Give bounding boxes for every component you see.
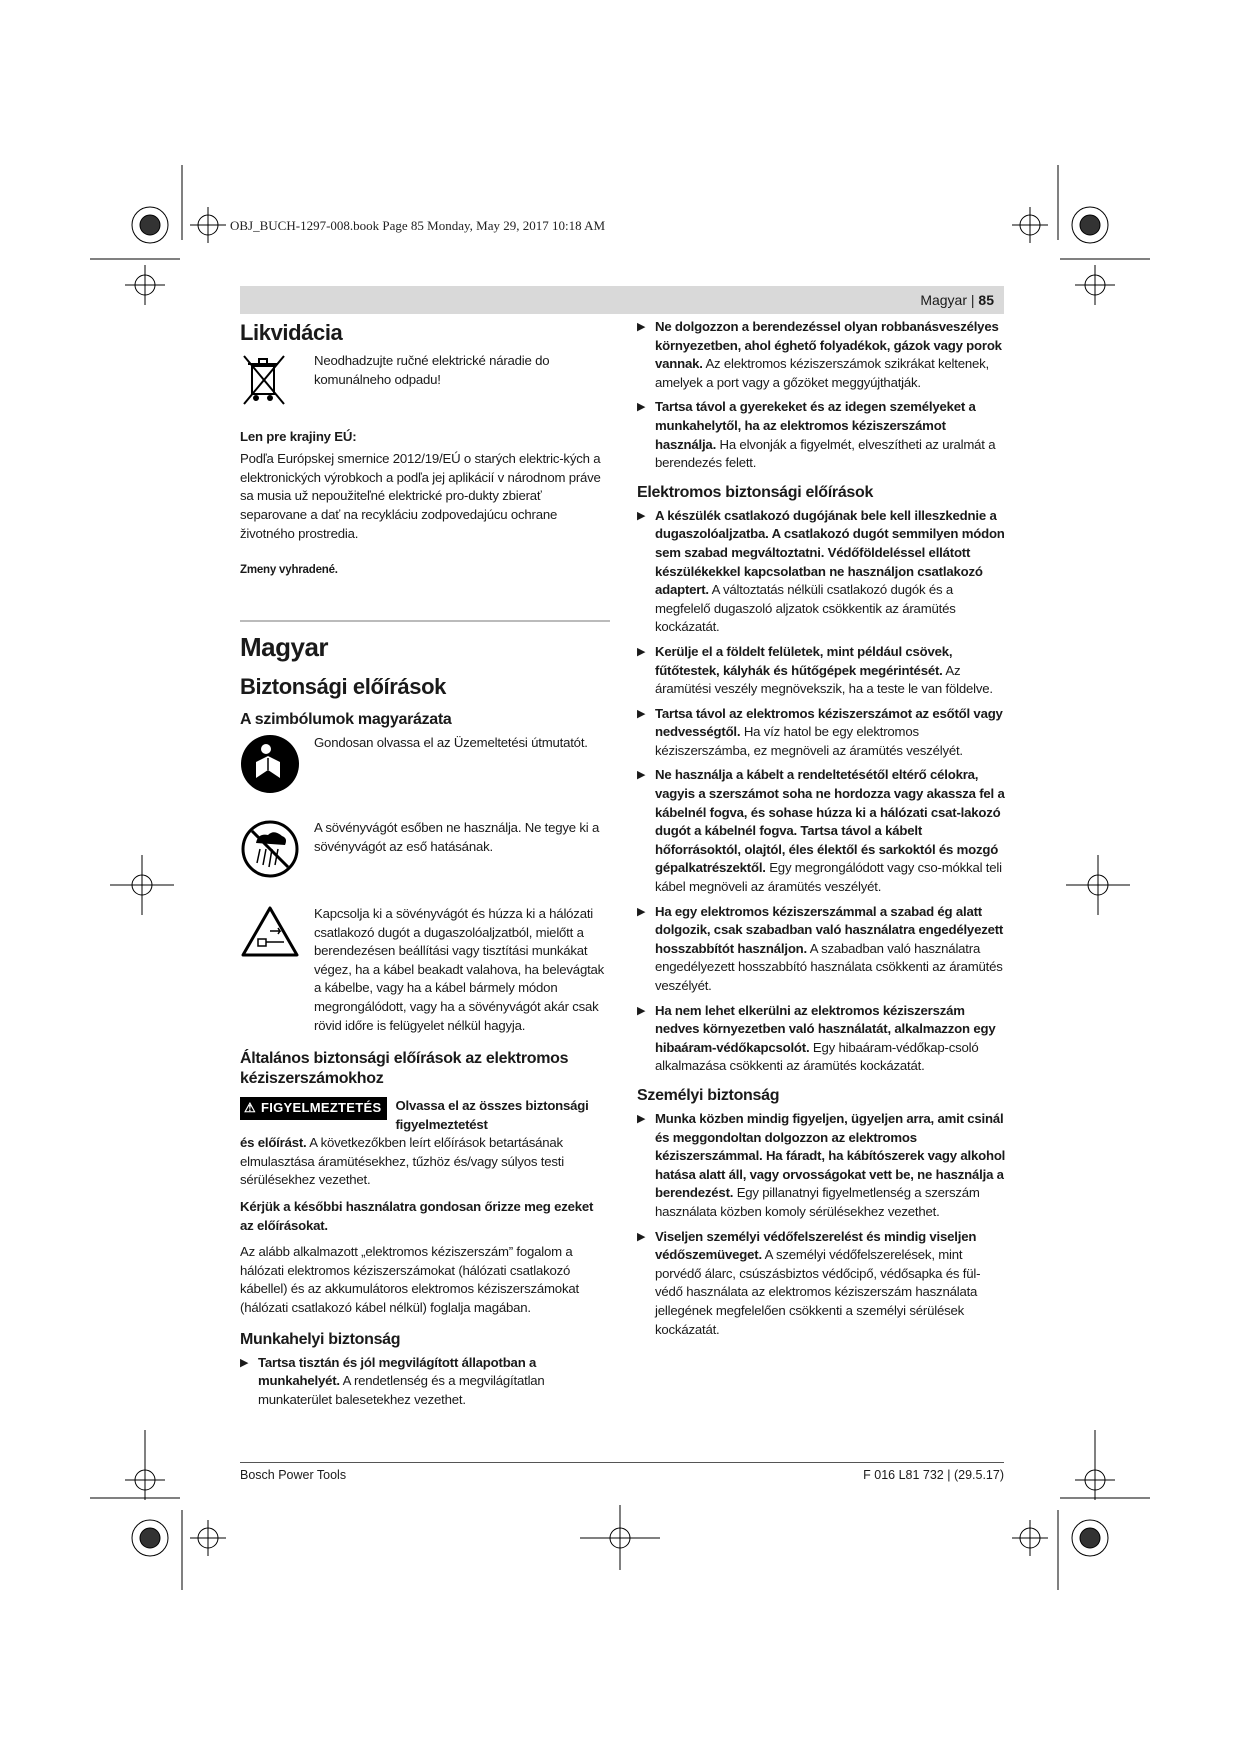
symbols-heading: A szimbólumok magyarázata [240, 710, 452, 728]
footer-brand: Bosch Power Tools [240, 1468, 347, 1482]
page-number: 85 [978, 292, 994, 308]
band-section: Magyar [920, 292, 967, 308]
list-item: ▶ Tartsa tisztán és jól megvilágított állapotban a munkahelyét. A rendetlenség és a megvilágítatlan munkaterület balesetekhez vezethet. [240, 1354, 610, 1410]
symbol-row-manual [240, 734, 610, 800]
eu-text: Podľa Európskej smernice 2012/19/EÚ o starých elektric-kých a elektronických výrobkoch a podľa jej aplikácií v národnom práve sa musia už nepoužiteľné elektrické pro-dukty zbierať separovane a dať na recykláciu zodpovedajúcu ochrane životného prostredia. [240, 451, 601, 541]
keep-instructions: Kérjük a későbbi használatra gondosan őrizze meg ezeket az előírásokat. [240, 1199, 594, 1233]
no-rain-icon [240, 819, 302, 885]
crossed-bin-icon [240, 352, 302, 414]
biztonsagi-title: Biztonsági előírások [240, 673, 446, 699]
symbol3-text: Kapcsolja ki a sövényvágót és húzza ki a hálózati csatlakozó dugót a dugaszolóaljzatból, mielőtt a berendezésen beállítási vagy tisztítási munkákat végez, ha a kábel beakadt valahova, ha belevágtak a kábelbe, vagy ha a kábel bármely módon megrongálódott, vagy ha a sövényvágót akár csak rövid időre is felügyelet nélkül hagyja. [314, 905, 605, 1033]
list-item: ▶ Ha egy elektromos kéziszerszámmal a szabad ég alatt dolgozik, csak szabadban való használatra engedélyezett hosszabbítót használjon. A szabadban való használatra engedélyezett hosszabbító használata csökkenti az áramütés veszélyét. [637, 903, 1007, 996]
electrical-heading: Elektromos biztonsági előírások [637, 483, 874, 501]
section-rule [240, 620, 610, 622]
print-header: OBJ_BUCH-1297-008.book Page 85 Monday, May 29, 2017 10:18 AM [230, 218, 606, 233]
list-item: ▶ Ne használja a kábelt a rendeltetésétől eltérő célokra, vagyis a szerszámot soha ne hordozza vagy akassza fel a kábelnél fogva, és sohase húzza ki a hálózati csat-lakozó dugót a kábelnél fogva. Tartsa távol a kábelt hőforrásoktól, olajtól, éles élektől és sarkoktól és mozgó gépalkatrészektől. Egy megrongálódott vagy cso-mókkal teli kábel megnöveli az áramütés veszélyét. [637, 766, 1007, 896]
list-item: ▶ Tartsa távol az elektromos kéziszerszámot az esőtől vagy nedvességtől. Ha víz hatol be egy elektromos kéziszerszámba, ez megnöveli az áramütés veszélyét. [637, 705, 1007, 761]
disposal-row [240, 352, 610, 414]
personal-list [637, 1110, 1007, 1339]
workplace-heading: Munkahelyi biztonság [240, 1330, 401, 1348]
read-manual-icon [240, 734, 302, 800]
footer-rule [240, 1462, 1004, 1463]
list-item: ▶ Ha nem lehet elkerülni az elektromos kéziszerszám nedves környezetben való használatát, alkalmazzon egy hibaáram-védőkapcsolót. Egy hibaáram-védőkap-csoló alkalmazása csökkenti az áramütés kockázatát. [637, 1002, 1007, 1076]
warning-paragraph: és előírást. A következőkben leírt előírások betartásának elmulasztása áramütésekhez, tűzhöz és/vagy súlyos testi sérülésekhez vezethet. [240, 1135, 564, 1188]
workplace-list-left [240, 1354, 610, 1410]
warning-line [240, 1097, 610, 1134]
warning-triangle-icon: ⚠ [244, 1100, 256, 1116]
list-item: ▶ Viseljen személyi védőfelszerelést és mindig viseljen védőszemüveget. A személyi védőfelszerelések, mint porvédő álarc, csúszásbiztos védőcipő, védősapka és fül-védő használata az elektromos kéziszerszám használata jellegének megfelelően csökkenti a személyi sérülések kockázatát. [637, 1228, 1007, 1340]
symbol2-text: A sövényvágót esőben ne használja. Ne tegye ki a sövényvágót az eső hatásának. [314, 820, 600, 854]
eu-heading: Len pre krajiny EÚ: [240, 428, 357, 444]
warning-badge: ⚠ FIGYELMEZTETÉS [240, 1097, 387, 1120]
changes-note: Zmeny vyhradené. [240, 564, 338, 577]
personal-heading: Személyi biztonság [637, 1086, 780, 1104]
list-item: ▶ Munka közben mindig figyeljen, ügyeljen arra, amit csinál és meggondoltan dolgozzon az elektromos kéziszerszámmal. Ha fáradt, ha kábítószerek vagy alkohol hatása alatt áll, vagy orvosságokat vett be, ne használja a berendezést. Egy pillanatnyi figyelmetlenség a szerszám használata közben komoly sérülésekhez vezethet. [637, 1110, 1007, 1222]
left-column [240, 318, 610, 1417]
definition-text: Az alább alkalmazott „elektromos kéziszerszám” fogalom a hálózati elektromos kéziszerszámokat (hálózati csatlakozó kábellel) és az akkumulátoros elektromos kéziszerszámokat (hálózati csatlakozó kábel nélkül) foglalja magában. [240, 1244, 579, 1316]
list-item: ▶ Ne dolgozzon a berendezéssel olyan robbanásveszélyes környezetben, ahol éghető folyadékok, gázok vagy porok vannak. Az elektromos kéziszerszámok szikrákat keltenek, amelyek a port vagy a gőzöket meggyújthatják. [637, 318, 1007, 392]
workplace-list-right [637, 318, 1007, 473]
footer-doc-id: F 016 L81 732 | (29.5.17) [863, 1468, 1004, 1482]
general-heading: Általános biztonsági előírások az elektromos kéziszerszámokhoz [240, 1050, 569, 1088]
disposal-text: Neodhadzujte ručné elektrické náradie do komunálneho odpadu! [314, 353, 550, 387]
symbol-row-unplug [240, 905, 610, 1035]
symbol1-text: Gondosan olvassa el az Üzemeltetési útmutatót. [314, 734, 588, 750]
list-item: ▶ Tartsa távol a gyerekeket és az idegen személyeket a munkahelytől, ha az elektromos kéziszerszámot használja. Ha elvonják a figyelmét, elveszítheti az uralmát a berendezés felett. [637, 398, 1007, 472]
list-item: ▶ A készülék csatlakozó dugójának bele kell illeszkednie a dugaszolóaljzatba. A csatlakozó dugót semmilyen módon sem szabad megváltoztatni. Védőföldeléssel ellátott készülékekkel kapcsolatban ne használjon csatlakozó adaptert. A változtatás nélküli csatlakozó dugók és a megfelelő dugaszoló aljzatok csökkentik az áramütés kockázatát. [637, 507, 1007, 637]
warning-bold: Olvassa el az összes biztonsági figyelmeztetést [395, 1098, 589, 1132]
right-column [637, 318, 1007, 1347]
unplug-warning-icon [240, 905, 302, 1035]
page-band: Magyar | 85 [240, 286, 1004, 314]
electrical-list [637, 507, 1007, 1076]
likvidacia-title: Likvidácia [240, 320, 343, 345]
symbol-row-rain [240, 819, 610, 885]
list-item: ▶ Kerülje el a földelt felületek, mint például csövek, fűtőtestek, kályhák és hűtőgépek megérintését. Az áramütési veszély megnövekszik, ha a teste le van földelve. [637, 643, 1007, 699]
magyar-title: Magyar [240, 631, 329, 662]
